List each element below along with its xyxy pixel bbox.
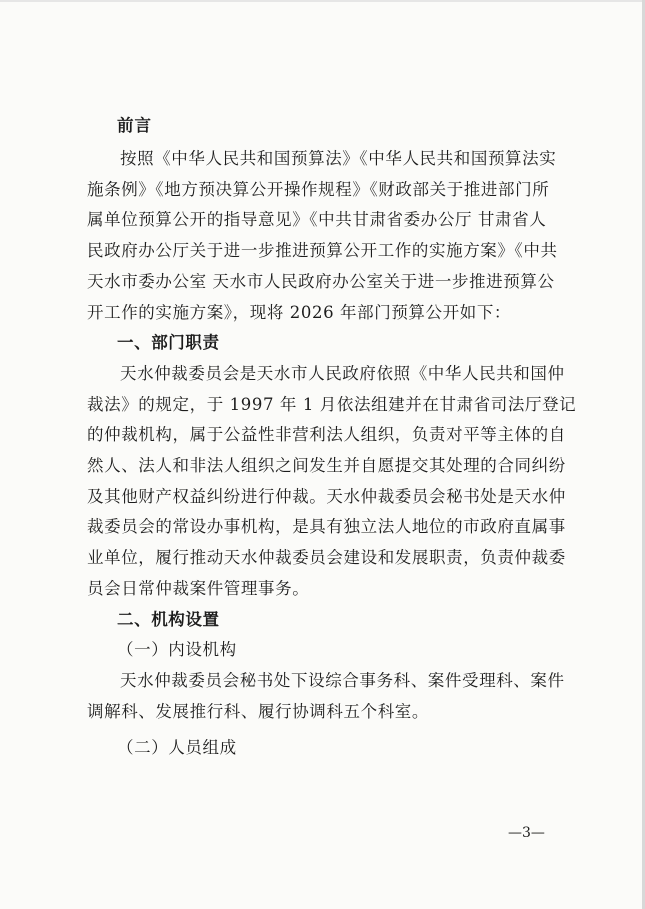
duties-line: 的仲裁机构，属于公益性非营利法人组织，负责对平等主体的自 bbox=[87, 425, 566, 445]
page-content bbox=[87, 112, 577, 764]
duties-line: 及其他财产权益纠纷进行仲裁。天水仲裁委员会秘书处是天水仲 bbox=[87, 486, 566, 506]
duties-line: 业单位，履行推动天水仲裁委员会建设和发展职责，负责仲裁委 bbox=[87, 548, 566, 568]
internal-structure-paragraph bbox=[87, 666, 569, 727]
foreword-line: 属单位预算公开的指导意见》《中共甘肃省委办公厅 甘肃省人 bbox=[87, 210, 547, 230]
foreword-line: 民政府办公厅关于进一步推进预算公开工作的实施方案》《中共 bbox=[87, 241, 558, 261]
foreword-paragraph bbox=[87, 144, 569, 328]
subsection-heading-staff: （二）人员组成 bbox=[117, 738, 237, 758]
foreword-heading: 前言 bbox=[117, 116, 152, 135]
duties-line: 裁法》的规定，于 1997 年 1 月依法组建并在甘肃省司法厅登记 bbox=[87, 394, 577, 414]
duties-line: 然人、法人和非法人组织之间发生并自愿提交其处理的合同纠纷 bbox=[87, 456, 566, 476]
internal-structure-line: 天水仲裁委员会秘书处下设综合事务科、案件受理科、案件 bbox=[120, 670, 565, 690]
section-heading-organization: 二、机构设置 bbox=[117, 609, 220, 629]
duties-line: 天水仲裁委员会是天水市人民政府依照《中华人民共和国仲 bbox=[120, 363, 565, 383]
page-top-edge bbox=[0, 0, 645, 2]
page-number: —3— bbox=[508, 825, 545, 841]
foreword-line: 按照《中华人民共和国预算法》《中华人民共和国预算法实 bbox=[120, 149, 557, 168]
section-heading-duties: 一、部门职责 bbox=[117, 333, 220, 353]
duties-line: 员会日常仲裁案件管理事务。 bbox=[87, 578, 310, 598]
foreword-line: 施条例》《地方预决算公开操作规程》《财政部关于推进部门所 bbox=[87, 179, 550, 199]
subsection-heading-internal: （一）内设机构 bbox=[117, 640, 237, 660]
duties-line: 裁委员会的常设办事机构，是具有独立法人地位的市政府直属事 bbox=[87, 517, 566, 537]
foreword-line: 天水市委办公室 天水市人民政府办公室关于进一步推进预算公 bbox=[87, 271, 555, 291]
duties-paragraph bbox=[87, 359, 577, 605]
foreword-line: 开工作的实施方案》，现将 2026 年部门预算公开如下： bbox=[87, 302, 512, 322]
internal-structure-line: 调解科、发展推行科、履行协调科五个科室。 bbox=[87, 701, 429, 721]
